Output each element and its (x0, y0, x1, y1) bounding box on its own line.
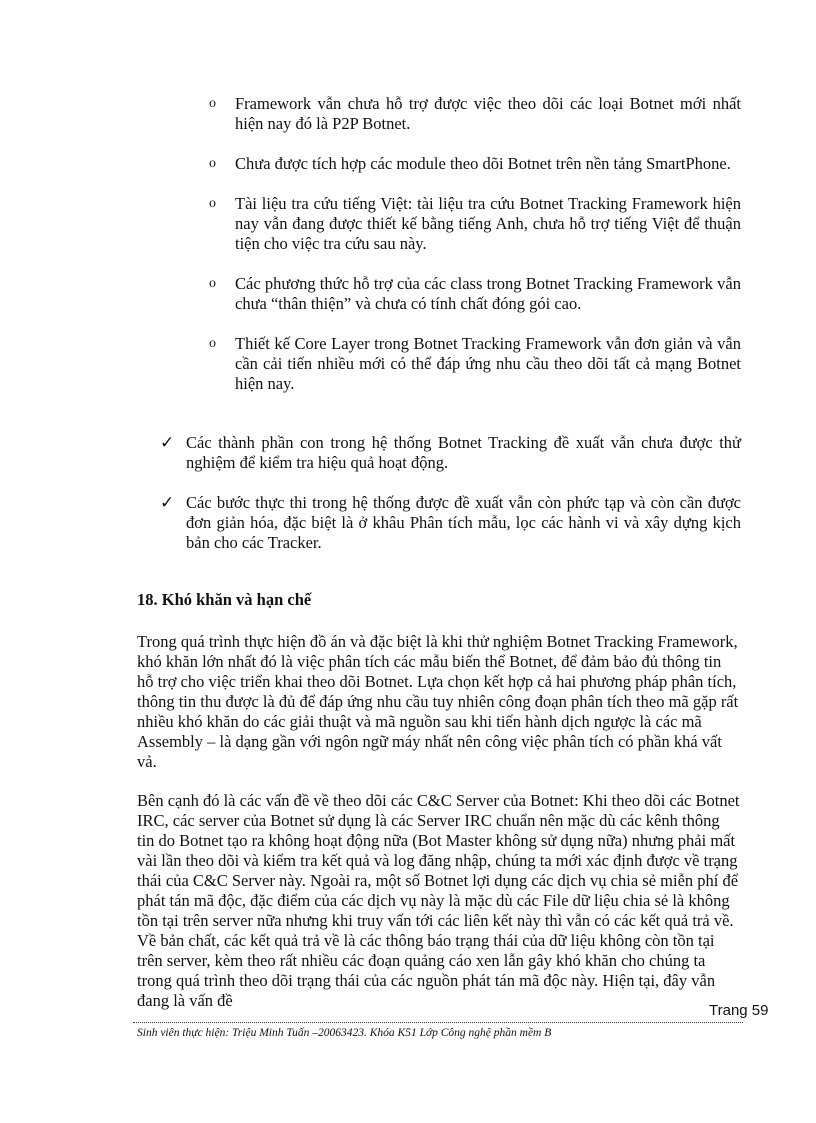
sub-bullet-list (205, 94, 741, 414)
circle-bullet-icon: o (209, 96, 216, 111)
checkmark-icon: ✓ (160, 433, 175, 452)
list-item (205, 194, 741, 254)
list-item (158, 493, 741, 553)
circle-bullet-icon: o (209, 336, 216, 351)
list-item (158, 433, 741, 473)
list-item-text: Thiết kế Core Layer trong Botnet Tracking Framework vẫn đơn giản và vẫn cần cải tiến nhiều mới có thể đáp ứng nhu cầu theo dõi tất cả mạng Botnet hiện nay. (235, 334, 741, 393)
footer-divider (133, 1022, 743, 1023)
paragraph: Bên cạnh đó là các vấn đề về theo dõi các C&C Server của Botnet: Khi theo dõi các Botnet IRC, các server của Botnet sử dụng là các Server IRC chuẩn nên mặc dù các kênh thông tin do Botnet tạo ra không hoạt động nữa (Bot Master không sử dụng nữa) nhưng phải mất vài lần theo dõi và kiểm tra kết quả và log đăng nhập, chúng ta mới xác định được về trạng thái của C&C Server này. Ngoài ra, một số Botnet lợi dụng các dịch vụ chia sẻ miễn phí để phát tán mã độc, đặc điểm của các dịch vụ này là mặc dù các File dữ liệu chia sẻ là không tồn tại trên server nữa nhưng khi truy vấn tới các liên kết này thì vẫn có các kết quả trả về. Về bản chất, các kết quả trả về là các thông báo trạng thái của dữ liệu không còn tồn tại trên server, kèm theo rất nhiều các đoạn quảng cáo xen lẫn gây khó khăn cho chúng ta trong quá trình theo dõi trạng thái của các nguồn phát tán mã độc này. Hiện tại, đây vẫn đang là vấn đề (137, 791, 740, 1010)
list-item-text: Các phương thức hỗ trợ của các class trong Botnet Tracking Framework vẫn chưa “thân thiện” và chưa có tính chất đóng gói cao. (235, 274, 741, 313)
circle-bullet-icon: o (209, 196, 216, 211)
list-item (205, 274, 741, 314)
page-number: Trang 59 (709, 1002, 769, 1019)
list-item-text: Các thành phần con trong hệ thống Botnet Tracking đề xuất vẫn chưa được thử nghiệm để kiểm tra hiệu quả hoạt động. (186, 433, 741, 472)
check-bullet-list (158, 433, 741, 573)
circle-bullet-icon: o (209, 276, 216, 291)
list-item (205, 154, 741, 174)
list-item-text: Tài liệu tra cứu tiếng Việt: tài liệu tra cứu Botnet Tracking Framework hiện nay vẫn đang được thiết kế bằng tiếng Anh, chưa hỗ trợ tiếng Việt để thuận tiện cho việc tra cứu sau này. (235, 194, 741, 253)
paragraph: Trong quá trình thực hiện đồ án và đặc biệt là khi thử nghiệm Botnet Tracking Framework, khó khăn lớn nhất đó là việc phân tích các mẫu biến thể Botnet, để đảm bảo đủ thông tin hỗ trợ cho việc triển khai theo dõi Botnet. Lựa chọn kết hợp cả hai phương pháp phân tích, thông tin thu được là đủ để đáp ứng nhu cầu tuy nhiên công đoạn phân tích theo mã gặp rất nhiều khó khăn do các giải thuật và mã nguồn sau khi tiến hành dịch ngược là các mã Assembly – là dạng gần với ngôn ngữ máy nhất nên công việc phân tích có phần khá vất vả. (137, 632, 739, 771)
list-item (205, 94, 741, 134)
list-item-text: Các bước thực thi trong hệ thống được đề xuất vẫn còn phức tạp và còn cần được đơn giản hóa, đặc biệt là ở khâu Phân tích mẫu, lọc các hành vi và xây dựng kịch bản cho các Tracker. (186, 493, 741, 552)
list-item-text: Chưa được tích hợp các module theo dõi Botnet trên nền tảng SmartPhone. (235, 154, 731, 173)
list-item-text: Framework vẫn chưa hỗ trợ được việc theo dõi các loại Botnet mới nhất hiện nay đó là P2P Botnet. (235, 94, 741, 133)
checkmark-icon: ✓ (160, 493, 175, 512)
circle-bullet-icon: o (209, 156, 216, 171)
list-item (205, 334, 741, 394)
footer-text: Sinh viên thực hiện: Triệu Minh Tuấn –20063423. Khóa K51 Lớp Công nghệ phần mềm B (137, 1027, 552, 1039)
section-heading: 18. Khó khăn và hạn chế (137, 590, 312, 609)
